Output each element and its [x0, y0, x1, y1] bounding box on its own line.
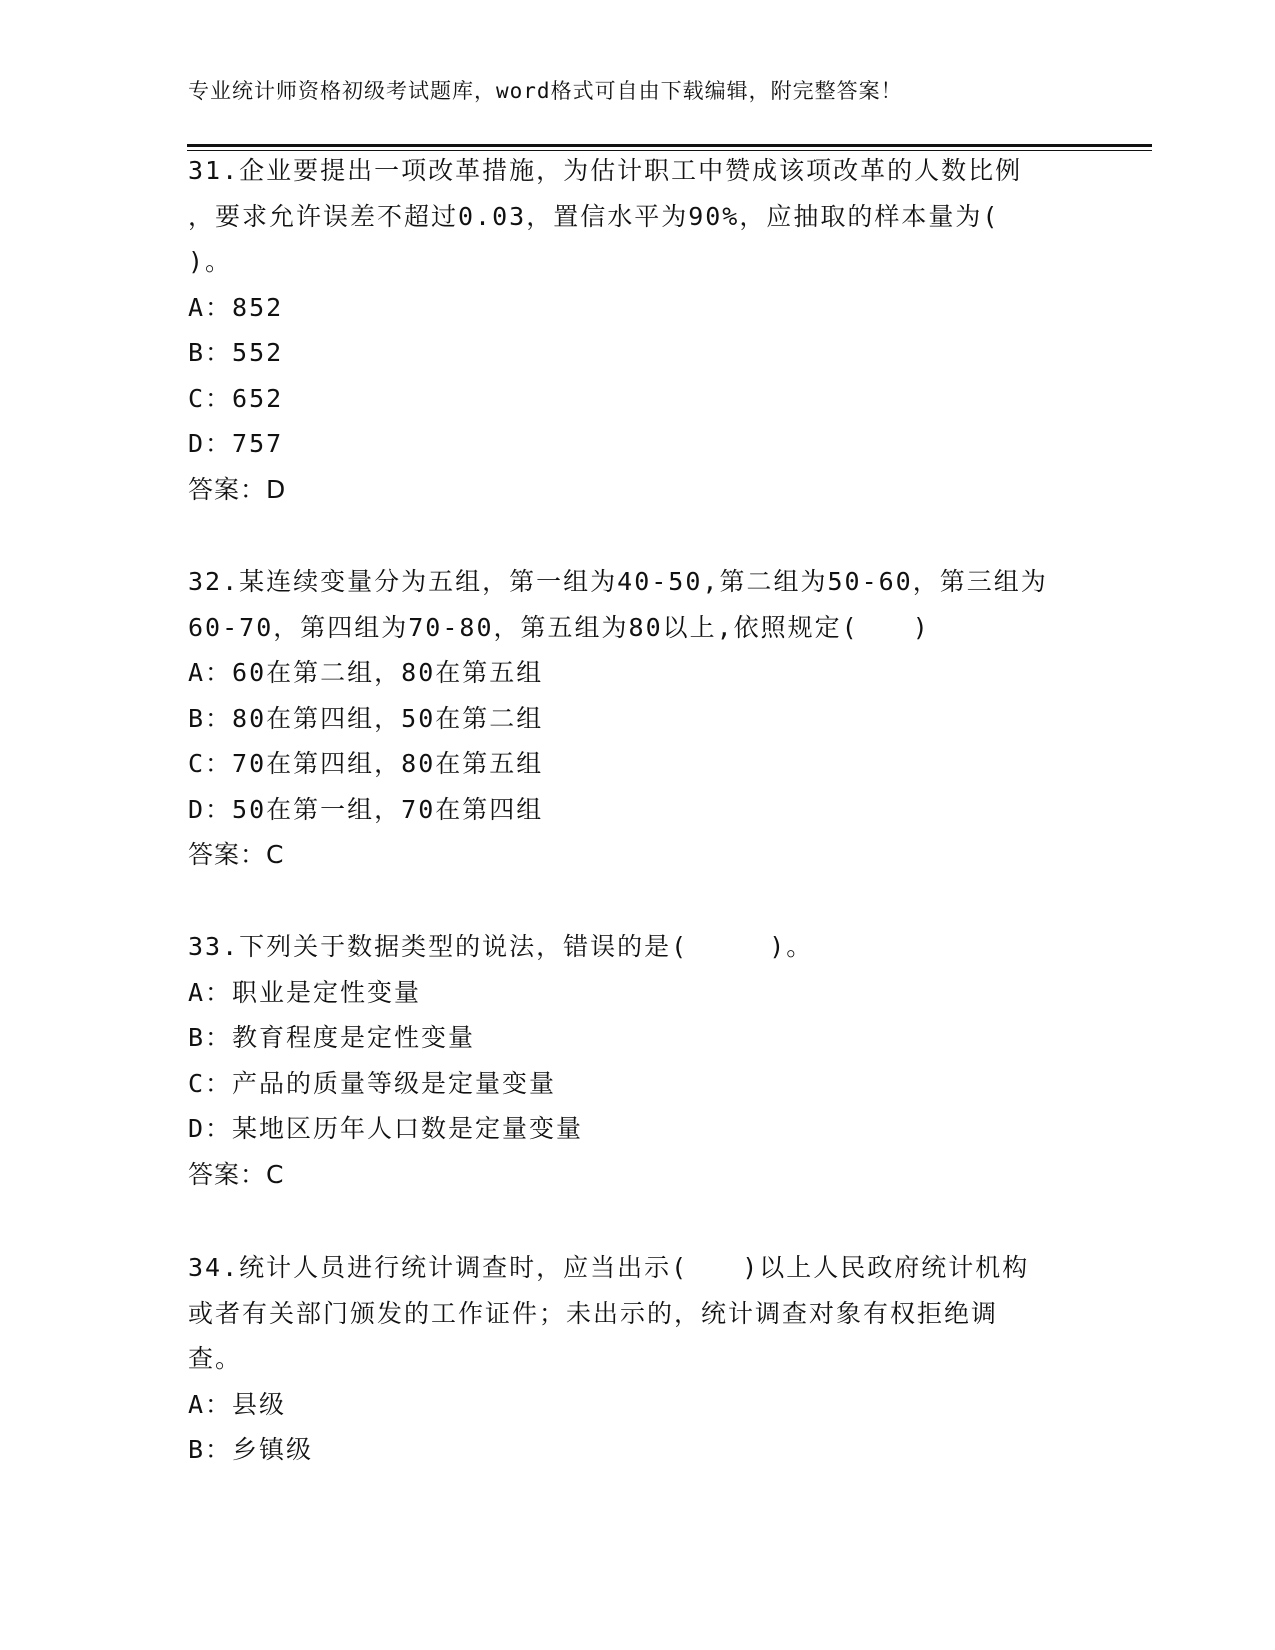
answer: 答案：D	[188, 474, 287, 504]
option-a: A：852	[188, 292, 284, 322]
question-34	[188, 1245, 1088, 1473]
option-b: B：乡镇级	[188, 1435, 314, 1464]
question-stem	[188, 1245, 1088, 1382]
option-d: D：某地区历年人口数是定量变量	[188, 1114, 584, 1143]
option-a: A：县级	[188, 1389, 287, 1419]
question-31	[188, 148, 1088, 512]
stem-line: 查。	[188, 1344, 243, 1373]
option-b: B：教育程度是定性变量	[188, 1023, 476, 1052]
option-d: D：757	[188, 429, 284, 458]
option-a: A：60在第二组，80在第五组	[188, 658, 544, 687]
option-b: B：80在第四组，50在第二组	[188, 703, 544, 733]
stem-line: )。	[188, 247, 233, 276]
option-b: B：552	[188, 338, 284, 367]
question-stem	[188, 924, 1088, 970]
stem-line: 31.企业要提出一项改革措施，为估计职工中赞成该项改革的人数比例	[188, 156, 1023, 185]
option-c: C：产品的质量等级是定量变量	[188, 1068, 557, 1098]
option-a: A：职业是定性变量	[188, 977, 422, 1007]
stem-line: 34.统计人员进行统计调查时，应当出示( )以上人民政府统计机构	[188, 1253, 1030, 1282]
stem-line: 或者有关部门颁发的工作证件；未出示的，统计调查对象有权拒绝调	[188, 1298, 999, 1328]
stem-line: ，要求允许误差不超过0.03，置信水平为90%，应抽取的样本量为(	[188, 201, 1000, 231]
question-stem	[188, 559, 1088, 650]
option-c: C：652	[188, 383, 284, 413]
answer: 答案：C	[188, 840, 285, 869]
stem-line: 33.下列关于数据类型的说法，错误的是( )。	[188, 932, 814, 961]
question-32	[188, 559, 1088, 878]
stem-line: 60-70，第四组为70-80，第五组为80以上,依照规定( )	[188, 612, 930, 642]
header-rule-thick	[187, 144, 1152, 147]
answer: 答案：C	[188, 1159, 285, 1189]
question-stem	[188, 148, 1088, 285]
option-d: D：50在第一组，70在第四组	[188, 794, 544, 824]
stem-line: 32.某连续变量分为五组，第一组为40-50,第二组为50-60，第三组为	[188, 567, 1048, 596]
page-header: 专业统计师资格初级考试题库，word格式可自由下载编辑，附完整答案！	[188, 79, 903, 103]
question-33	[188, 924, 1088, 1197]
option-c: C：70在第四组，80在第五组	[188, 749, 544, 778]
